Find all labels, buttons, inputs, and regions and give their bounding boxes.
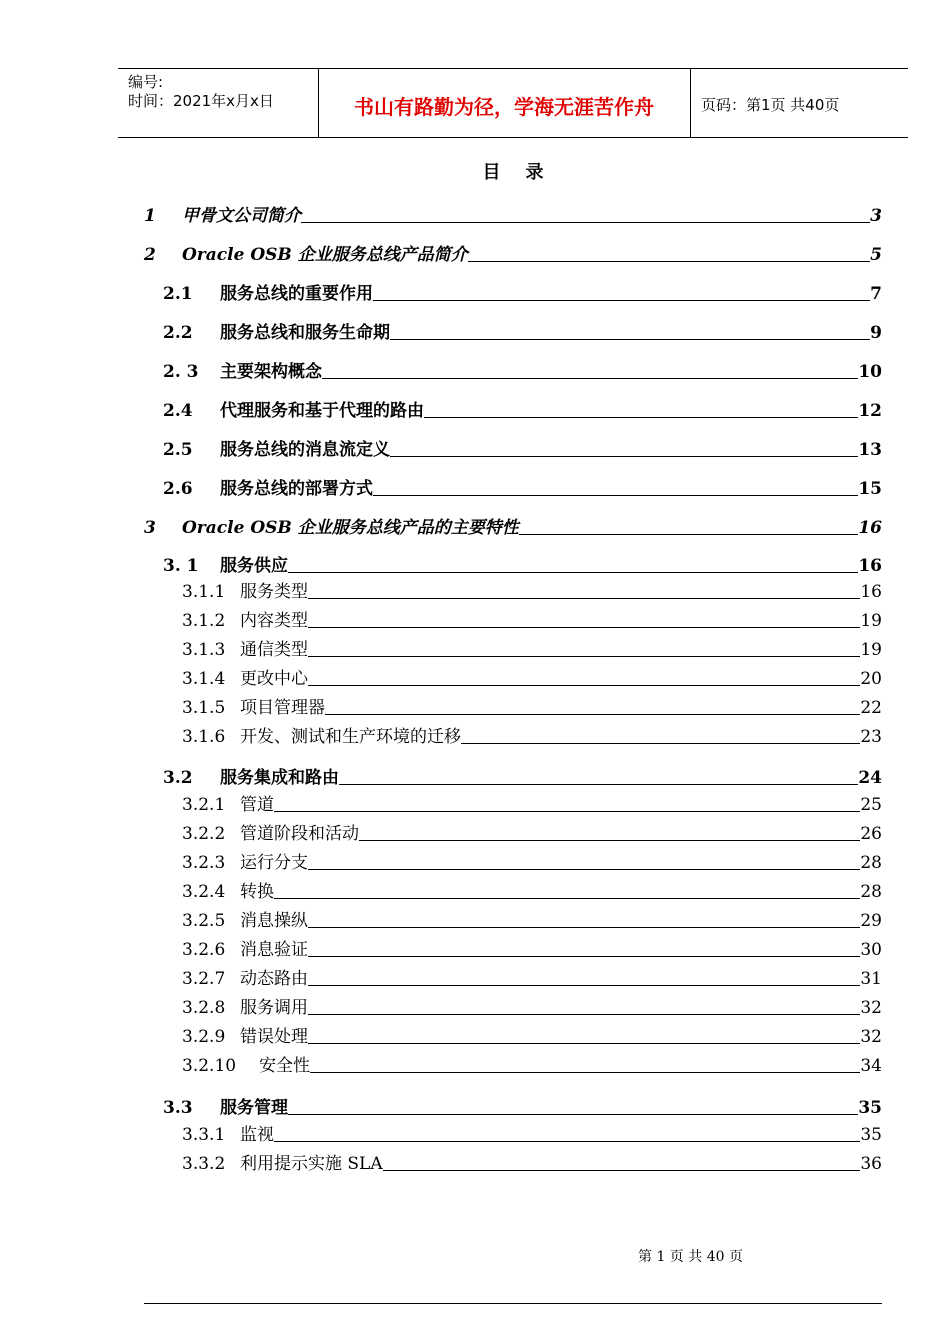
toc-entry[interactable]	[182, 791, 882, 815]
toc-entry-page: 19	[860, 611, 882, 631]
toc-entry-page: 12	[858, 401, 882, 421]
toc-entry-page: 28	[860, 853, 882, 873]
toc-entry-number: 3.2.1	[182, 795, 226, 815]
toc-leader-line	[390, 455, 858, 457]
toc-entry-title: 主要架构概念	[220, 362, 322, 382]
toc-entry-title: 服务总线的消息流定义	[220, 440, 390, 460]
toc-entry-title: 服务总线的重要作用	[220, 284, 373, 304]
toc-leader-line	[308, 955, 860, 957]
toc-entry[interactable]	[182, 1052, 882, 1076]
toc-leader-line	[424, 416, 858, 418]
toc-entry[interactable]	[182, 820, 882, 844]
toc-entry-title: 运行分支	[240, 853, 308, 873]
toc-entry[interactable]	[182, 636, 882, 660]
toc-leader-line	[325, 713, 860, 715]
toc-leader-line	[468, 260, 870, 262]
toc-entry-title: 代理服务和基于代理的路由	[220, 401, 424, 421]
header-page-cell	[691, 69, 908, 137]
toc-entry[interactable]	[163, 278, 882, 304]
toc-entry-page: 34	[860, 1056, 882, 1076]
toc-leader-line	[308, 626, 860, 628]
toc-entry-page: 15	[858, 479, 882, 499]
toc-entry-title: 利用提示实施 SLA	[240, 1154, 383, 1174]
toc-leader-line	[373, 494, 858, 496]
toc-entry-title: 更改中心	[240, 669, 308, 689]
footer-page-number: 第 1 页 共 40 页	[638, 1249, 743, 1265]
toc-entry-number: 3.2	[163, 768, 193, 788]
footer-divider	[144, 1303, 882, 1304]
toc-entry-page: 10	[858, 362, 882, 382]
toc-leader-line	[308, 984, 860, 986]
toc-entry-page: 24	[858, 768, 882, 788]
toc-leader-line	[383, 1169, 861, 1171]
toc-entry-number: 3.1.5	[182, 698, 226, 718]
toc-entry[interactable]	[144, 239, 882, 265]
toc-entry-page: 3	[870, 206, 882, 226]
toc-entry[interactable]	[163, 550, 882, 576]
toc-entry-page: 13	[858, 440, 882, 460]
toc-entry-page: 32	[860, 1027, 882, 1047]
toc-entry-title: 转换	[240, 882, 274, 902]
toc-entry[interactable]	[182, 1023, 882, 1047]
toc-entry-number: 2.1	[163, 284, 193, 304]
toc-entry-page: 20	[860, 669, 882, 689]
toc-entry-title: 服务类型	[240, 582, 308, 602]
toc-entry-number: 3.1.6	[182, 727, 226, 747]
toc-entry[interactable]	[163, 473, 882, 499]
toc-entry-title: 消息验证	[240, 940, 308, 960]
toc-entry-number: 3.2.10	[182, 1056, 237, 1076]
toc-entry[interactable]	[182, 878, 882, 902]
toc-leader-line	[310, 1071, 860, 1073]
toc-entry-number: 3.2.3	[182, 853, 226, 873]
toc-entry-number: 2. 3	[163, 362, 199, 382]
toc-entry-title: 服务调用	[240, 998, 308, 1018]
header-info-cell	[118, 69, 319, 137]
toc-entry-number: 3.3.1	[182, 1125, 226, 1145]
toc-leader-line	[274, 897, 860, 899]
toc-entry[interactable]	[182, 1150, 882, 1174]
toc-leader-line	[461, 742, 860, 744]
toc-entry-title: 服务总线和服务生命期	[220, 323, 390, 343]
toc-leader-line	[373, 299, 870, 301]
toc-leader-line	[308, 1042, 860, 1044]
toc-leader-line	[390, 338, 870, 340]
toc-entry-title: 项目管理器	[240, 698, 325, 718]
document-number-label: 编号:	[128, 73, 164, 91]
toc-entry[interactable]	[144, 200, 882, 226]
toc-entry-number: 3.1.2	[182, 611, 226, 631]
toc-leader-line	[308, 926, 860, 928]
toc-entry-number: 3.3.2	[182, 1154, 226, 1174]
document-time-label: 时间：2021年x月x日	[128, 92, 274, 110]
toc-entry-title: 管道阶段和活动	[240, 824, 359, 844]
toc-entry-title: 监视	[240, 1125, 274, 1145]
toc-entry-number: 2.6	[163, 479, 193, 499]
toc-entry-number: 3.1.1	[182, 582, 226, 602]
toc-entry-title: 甲骨文公司简介	[182, 206, 301, 226]
toc-entry-page: 7	[870, 284, 882, 304]
toc-entry-number: 2.5	[163, 440, 193, 460]
toc-entry[interactable]	[182, 849, 882, 873]
toc-entry-page: 16	[858, 556, 882, 576]
toc-entry-number: 3.3	[163, 1098, 193, 1118]
toc-entry[interactable]	[163, 395, 882, 421]
toc-entry[interactable]	[182, 907, 882, 931]
toc-entry-number: 3.2.2	[182, 824, 226, 844]
toc-entry[interactable]	[182, 578, 882, 602]
toc-leader-line	[519, 533, 859, 535]
toc-entry-page: 22	[860, 698, 882, 718]
toc-entry-title: Oracle OSB 企业服务总线产品的主要特性	[182, 518, 519, 538]
toc-entry[interactable]	[163, 356, 882, 382]
toc-entry[interactable]	[163, 434, 882, 460]
toc-entry-page: 16	[858, 518, 882, 538]
toc-entry-page: 32	[860, 998, 882, 1018]
toc-entry-page: 35	[858, 1098, 882, 1118]
toc-leader-line	[288, 571, 858, 573]
toc-entry[interactable]	[182, 723, 882, 747]
toc-leader-line	[308, 597, 860, 599]
toc-leader-line	[308, 684, 860, 686]
toc-entry-title: 通信类型	[240, 640, 308, 660]
header-motto-cell	[318, 69, 691, 137]
toc-entry-title: 内容类型	[240, 611, 308, 631]
toc-leader-line	[322, 377, 858, 379]
toc-entry-page: 35	[860, 1125, 882, 1145]
toc-entry-number: 3	[144, 518, 156, 538]
toc-entry-page: 30	[860, 940, 882, 960]
toc-entry[interactable]	[182, 994, 882, 1018]
toc-entry[interactable]	[163, 1092, 882, 1118]
toc-entry-title: 安全性	[259, 1056, 310, 1076]
toc-entry[interactable]	[144, 512, 882, 538]
toc-entry-title: 服务总线的部署方式	[220, 479, 373, 499]
toc-entry-page: 16	[860, 582, 882, 602]
toc-entry[interactable]	[163, 317, 882, 343]
toc-entry-page: 28	[860, 882, 882, 902]
toc-entry-page: 26	[860, 824, 882, 844]
toc-leader-line	[288, 1113, 858, 1115]
toc-entry-number: 2.2	[163, 323, 193, 343]
toc-entry[interactable]	[182, 936, 882, 960]
toc-leader-line	[274, 1140, 860, 1142]
toc-leader-line	[274, 810, 860, 812]
toc-entry-page: 5	[870, 245, 882, 265]
toc-leader-line	[339, 783, 858, 785]
toc-entry-title: 开发、测试和生产环境的迁移	[240, 727, 461, 747]
toc-entry-number: 3.2.9	[182, 1027, 226, 1047]
toc-entry-title: 动态路由	[240, 969, 308, 989]
toc-entry-number: 3.2.8	[182, 998, 226, 1018]
toc-entry-title: Oracle OSB 企业服务总线产品简介	[182, 245, 468, 265]
toc-entry-title: 错误处理	[240, 1027, 308, 1047]
toc-entry[interactable]	[182, 665, 882, 689]
toc-entry-title: 服务管理	[220, 1098, 288, 1118]
toc-entry[interactable]	[182, 965, 882, 989]
toc-entry-number: 3.2.6	[182, 940, 226, 960]
toc-entry[interactable]	[182, 1121, 882, 1145]
header-page-code: 页码：第1页 共40页	[701, 96, 840, 114]
toc-entry-page: 9	[870, 323, 882, 343]
toc-entry-number: 2	[144, 245, 156, 265]
toc-entry-number: 3.1.3	[182, 640, 226, 660]
toc-entry-title: 管道	[240, 795, 274, 815]
toc-entry-page: 19	[860, 640, 882, 660]
toc-entry-page: 36	[860, 1154, 882, 1174]
toc-entry-title: 服务集成和路由	[220, 768, 339, 788]
toc-entry-number: 3.2.5	[182, 911, 226, 931]
header-motto: 书山有路勤为径，学海无涯苦作舟	[354, 95, 654, 119]
toc-entry-page: 31	[860, 969, 882, 989]
toc-entry-number: 1	[144, 206, 156, 226]
toc-entry[interactable]	[182, 694, 882, 718]
toc-leader-line	[359, 839, 860, 841]
toc-entry-number: 3.1.4	[182, 669, 226, 689]
toc-title: 目 录	[482, 162, 544, 183]
toc-entry[interactable]	[182, 607, 882, 631]
toc-entry[interactable]	[163, 762, 882, 788]
toc-leader-line	[308, 868, 860, 870]
page-header	[118, 68, 908, 138]
toc-leader-line	[308, 1013, 860, 1015]
toc-entry-page: 29	[860, 911, 882, 931]
toc-entry-number: 2.4	[163, 401, 193, 421]
toc-entry-number: 3.2.4	[182, 882, 226, 902]
toc-entry-page: 23	[860, 727, 882, 747]
toc-leader-line	[308, 655, 860, 657]
toc-leader-line	[301, 221, 870, 223]
toc-entry-number: 3.2.7	[182, 969, 226, 989]
toc-entry-title: 服务供应	[220, 556, 288, 576]
toc-entry-number: 3. 1	[163, 556, 199, 576]
toc-entry-page: 25	[860, 795, 882, 815]
toc-entry-title: 消息操纵	[240, 911, 308, 931]
